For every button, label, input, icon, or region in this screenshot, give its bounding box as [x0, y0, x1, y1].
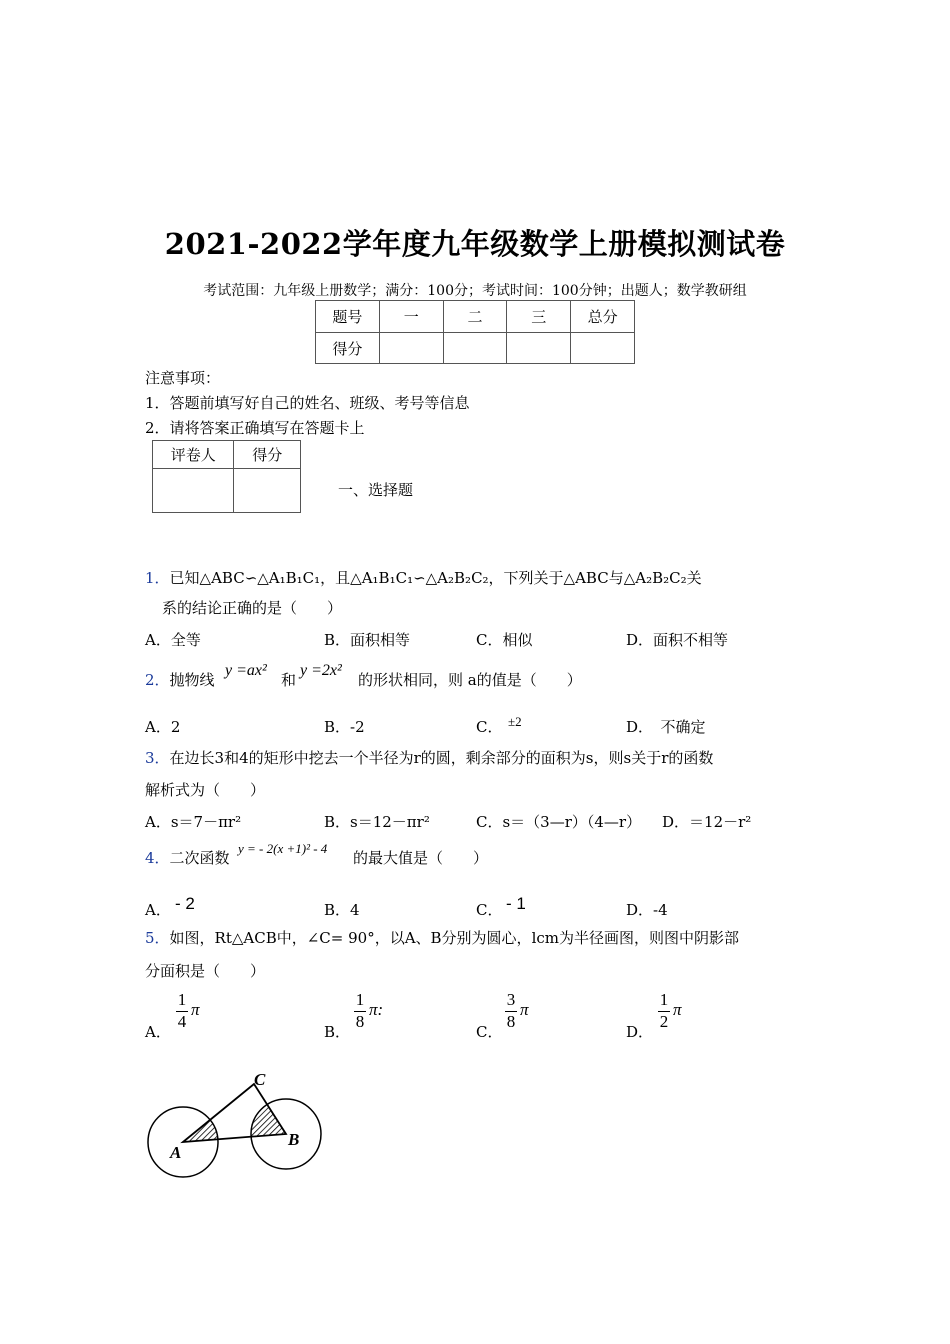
question-text: 已知△ABC∽△A₁B₁C₁，且△A₁B₁C₁∽△A₂B₂C₂，下列关于△ABC与△A₂B₂C₂关 [169, 569, 702, 587]
option-c[interactable]: C． [476, 718, 503, 736]
question-5 [145, 928, 739, 948]
score-cell[interactable] [379, 333, 443, 364]
option-d[interactable]: D．-4 [626, 901, 668, 919]
option-a[interactable]: A． [145, 1023, 171, 1041]
question-text: 的形状相同，则 a的值是（ ） [358, 671, 582, 689]
option-c-value: - 1 [506, 894, 526, 913]
option-b[interactable]: B．4 [324, 901, 360, 919]
page-title: 2021-2022学年度九年级数学上册模拟测试卷 [164, 227, 786, 261]
geometry-figure [140, 1060, 340, 1190]
grader-cell[interactable] [153, 469, 234, 513]
option-d[interactable]: D．＝12－r² [662, 813, 752, 831]
question-2 [145, 670, 215, 690]
question-text: 解析式为（ ） [145, 781, 266, 799]
grader-table [152, 440, 301, 513]
option-b[interactable]: B．-2 [324, 718, 365, 736]
question-4 [145, 848, 230, 868]
grader-header-cell: 评卷人 [153, 441, 234, 469]
option-c-value: ±2 [508, 714, 522, 729]
score-header-cell: 总分 [571, 301, 635, 333]
grader-header-cell: 得分 [234, 441, 301, 469]
option-d[interactable]: D． 不确定 [626, 718, 706, 736]
score-header-cell: 二 [443, 301, 507, 333]
option-a[interactable]: A．2 [145, 718, 181, 736]
score-cell[interactable] [443, 333, 507, 364]
option-c[interactable]: C． [476, 1023, 503, 1041]
math-expression: y = - 2(x +1)² - 4 [238, 841, 328, 856]
question-number: 1． [145, 569, 170, 587]
score-table [315, 300, 635, 364]
score-header-cell: 题号 [316, 301, 380, 333]
question-text: 二次函数 [169, 849, 230, 867]
question-number: 2． [145, 671, 170, 689]
question-text: 系的结论正确的是（ ） [162, 599, 343, 617]
option-c[interactable]: C．相似 [476, 631, 533, 649]
question-text: 和 [281, 671, 297, 689]
question-text: 在边长3和4的矩形中挖去一个半径为r的圆，剩余部分的面积为s，则s关于r的函数 [169, 749, 714, 767]
label-c: C [254, 1070, 266, 1089]
score-label-cell: 得分 [316, 333, 380, 364]
option-a[interactable]: A．s＝7－πr² [145, 813, 242, 831]
question-number: 4． [145, 849, 170, 867]
question-number: 3． [145, 749, 170, 767]
grader-cell[interactable] [234, 469, 301, 513]
question-number: 5． [145, 929, 170, 947]
option-a[interactable]: A．全等 [145, 631, 201, 649]
option-b[interactable]: B．面积相等 [324, 631, 411, 649]
score-cell[interactable] [571, 333, 635, 364]
question-text: 分面积是（ ） [145, 962, 266, 980]
option-c[interactable]: C． [476, 901, 503, 919]
math-expression: y =ax² [225, 662, 267, 679]
score-header-cell: 三 [507, 301, 571, 333]
option-b[interactable]: B． [324, 1023, 351, 1041]
notes-item: 1．答题前填写好自己的姓名、班级、考号等信息 [145, 394, 470, 412]
option-a-value: - 2 [175, 894, 195, 913]
question-3 [145, 748, 713, 768]
label-b: B [288, 1130, 300, 1149]
section-title: 一、选择题 [338, 481, 414, 499]
option-d[interactable]: D．面积不相等 [626, 631, 729, 649]
option-b[interactable]: B．s＝12－πr² [324, 813, 430, 831]
question-1 [145, 568, 702, 588]
question-text: 的最大值是（ ） [353, 849, 489, 867]
notes-heading: 注意事项： [145, 369, 221, 387]
option-d[interactable]: D． [626, 1023, 654, 1041]
question-text: 如图，Rt△ACB中，∠C= 90°，以A、B分别为圆心，lcm为半径画图，则图中阴影部 [169, 929, 739, 947]
label-a: A [170, 1143, 182, 1162]
score-header-cell: 一 [379, 301, 443, 333]
option-c[interactable]: C．s＝（3—r）（4—r） [476, 813, 642, 831]
question-text: 抛物线 [169, 671, 215, 689]
score-cell[interactable] [507, 333, 571, 364]
notes-item: 2．请将答案正确填写在答题卡上 [145, 419, 365, 437]
option-a[interactable]: A． [145, 901, 171, 919]
exam-meta: 考试范围：九年级上册数学；满分：100分；考试时间：100分钟；出题人；数学教研组 [203, 283, 747, 299]
math-expression: y =2x² [300, 662, 342, 679]
